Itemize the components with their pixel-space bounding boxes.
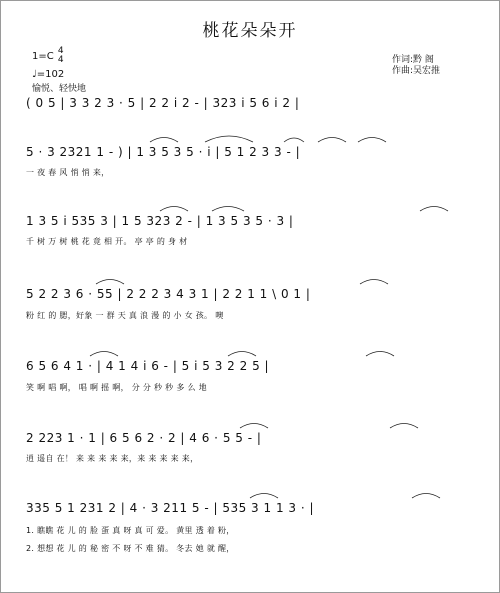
notation-line: 6 5 6 4 1 · | 4 1 4 i 6 - | 5 i 5 3 2 2 5 | <box>26 359 270 373</box>
lyric-line: 粉 红 的 腮，好象 一 群 天 真 浪 漫 的 小 女 孩。 噢 <box>26 311 224 320</box>
time-signature <box>58 47 64 65</box>
notation-line: 5 2 2 3 6 · 55 | 2 2 2 3 4 3 1 | 2 2 1 1 \ 0 1 | <box>26 287 311 301</box>
score-row-4 <box>26 284 478 304</box>
score-row-3 <box>26 211 478 231</box>
score-row-1 <box>26 93 478 113</box>
notation-line: 5 · 3 2321 1 - ) | 1 3 5 3 5 · i | 5 1 2 3 3 - | <box>26 145 301 159</box>
notation-line: ( 0 5 | 3 3 2 3 · 5 | 2 2 i 2 - | 323 i 5 6 i 2 | <box>26 96 300 110</box>
lyric-line-verse-2: 2. 想想 花 儿 的 秘 密 不 呀 不 难 猜。 冬去 她 就 醒， <box>26 544 235 553</box>
song-title: 桃花朵朵开 <box>202 21 298 41</box>
lyricist: 作词:黔 阁 <box>391 55 434 65</box>
score-row-6 <box>26 428 478 448</box>
score-row-2 <box>26 142 478 162</box>
notation-line: 335 5 1 231 2 | 4 · 3 211 5 - | 535 3 1 1 3 · | <box>26 501 315 515</box>
key-label: 1=C <box>32 51 54 62</box>
lyric-line: 逍 遥自 在！ 来 来 来 来 来，来 来 来 来 来， <box>26 454 199 463</box>
time-top: 4 <box>57 46 64 56</box>
credits <box>392 55 440 77</box>
score-row-5 <box>26 356 478 376</box>
time-bottom: 4 <box>57 55 64 65</box>
lyric-line: 一 夜 春 风 悄 悄 来， <box>26 168 110 177</box>
score-row-7 <box>26 498 478 518</box>
tempo-marking: ♩=102 <box>32 69 65 80</box>
lyric-line: 千 树 万 树 桃 花 竟 相 开。 亭 亭 的 身 材 <box>26 237 188 246</box>
expression-marking: 愉悦、轻快地 <box>32 84 87 94</box>
notation-line: 1 3 5 i 535 3 | 1 5 323 2 - | 1 3 5 3 5 · 3 | <box>26 214 294 228</box>
notation-line: 2 223 1 · 1 | 6 5 6 2 · 2 | 4 6 · 5 5 - | <box>26 431 262 445</box>
composer: 作曲:吴宏推 <box>391 66 440 76</box>
lyric-line: 笑 啊 唱 啊， 唱 啊 摇 啊， 分 分 秒 秒 多 么 地 <box>26 383 207 392</box>
lyric-line-verse-1: 1. 瞧瞧 花 儿 的 脸 蛋 真 呀 真 可 爱。 黄里 透 着 粉， <box>26 526 235 535</box>
key-signature <box>32 47 64 65</box>
